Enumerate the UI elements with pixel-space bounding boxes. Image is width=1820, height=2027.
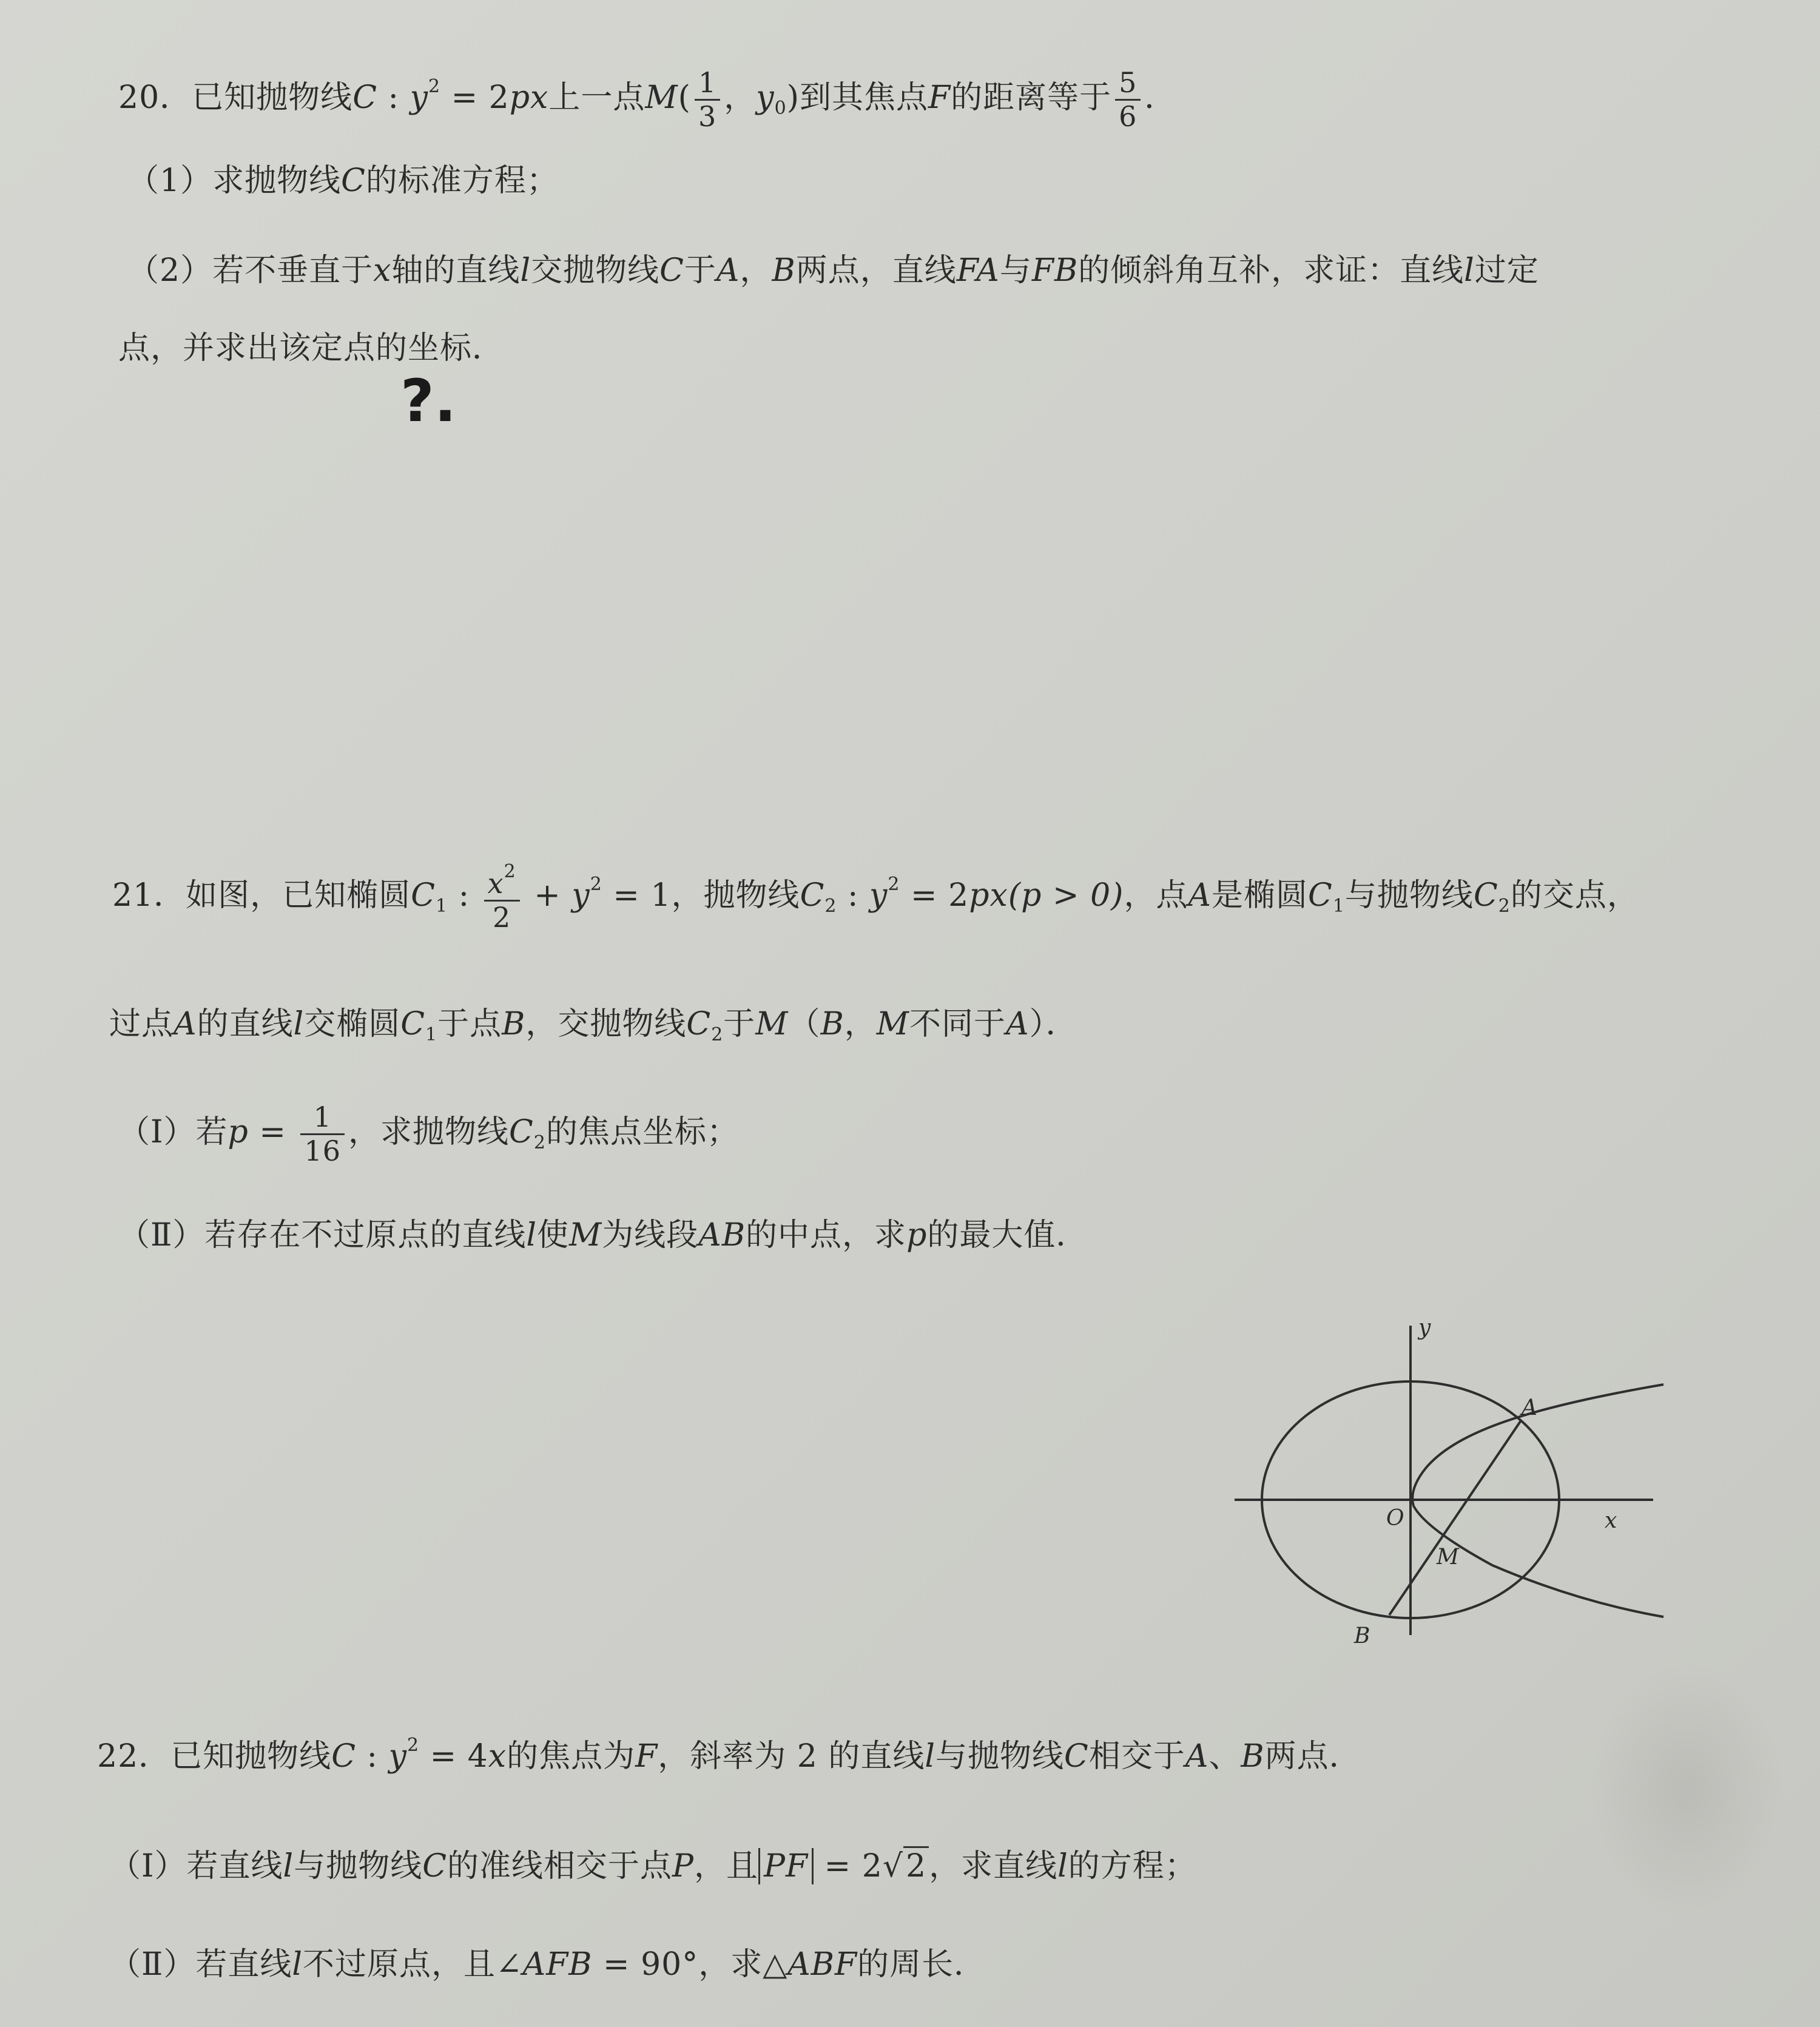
q21-stem-line2: 过点A的直线l交椭圆$C_1$于点B，交抛物线$C_2$于M（B，M不同于A）． <box>109 1006 1078 1045</box>
label-y: y <box>1418 1315 1431 1340</box>
q20-part2-line2: 点，并求出该定点的坐标． <box>118 330 505 366</box>
q21-part2: （Ⅱ）若存在不过原点的直线l使M为线段AB的中点，求p的最大值． <box>118 1217 1088 1253</box>
q20-fraction-dist: $\frac{5}{6}$ <box>1115 67 1141 133</box>
line-l <box>1389 1420 1522 1615</box>
label-x: x <box>1605 1508 1617 1533</box>
q20-part2-line1: （2）若不垂直于x轴的直线l交抛物线C于A，B两点，直线FA与FB的倾斜角互补，求证：直线l过定 <box>127 252 1539 289</box>
q22-part1: （Ⅰ）若直线l与抛物线C的准线相交于点P，且 PF = 2√2，求直线l的方程； <box>109 1850 1197 1882</box>
q20-fraction-x: $\frac{1}{3}$ <box>695 67 720 133</box>
q22-part2: （Ⅱ）若直线l不过原点，且∠AFB = 90°，求△ABF的周长． <box>109 1946 986 1983</box>
paper-stain <box>1589 1662 1784 1917</box>
q22-stem: 22．已知抛物线C : $y^2 = 4x$的焦点为F，斜率为 2 的直线l与抛物线C相交于A、B两点． <box>97 1735 1361 1775</box>
handwritten-mark: ?. <box>400 367 457 435</box>
q21-p-fraction: $\frac{1}{16}$ <box>300 1101 345 1167</box>
label-a: A <box>1522 1395 1537 1420</box>
q21-part1: （Ⅰ）若p = $\frac{1}{16}$ ，求抛物线$C_2$的焦点坐标； <box>118 1101 739 1167</box>
label-origin: O <box>1386 1506 1404 1531</box>
q21-stem-line1: 21．如图，已知椭圆$C_1$ : $\frac{x^2}{2}$ + $y^2 = 1$，抛物线$C_2$ : $y^2 = 2px(p > 0)$，点A是椭圆$C_1$与抛物线$C_2$的交点， <box>112 861 1639 934</box>
q20-part1: （1）求抛物线C的标准方程； <box>127 163 559 199</box>
label-b: B <box>1354 1624 1370 1648</box>
label-m: M <box>1437 1545 1459 1570</box>
q21-ellipse-fraction: $\frac{x^2}{2}$ <box>484 862 520 934</box>
q20-stem: 20．已知抛物线C : $y^2 = 2px$上一点M( $\frac{1}{3}$ ，$y_0$)到其焦点F的距离等于 $\frac{5}{6}$ ． <box>118 66 1177 133</box>
